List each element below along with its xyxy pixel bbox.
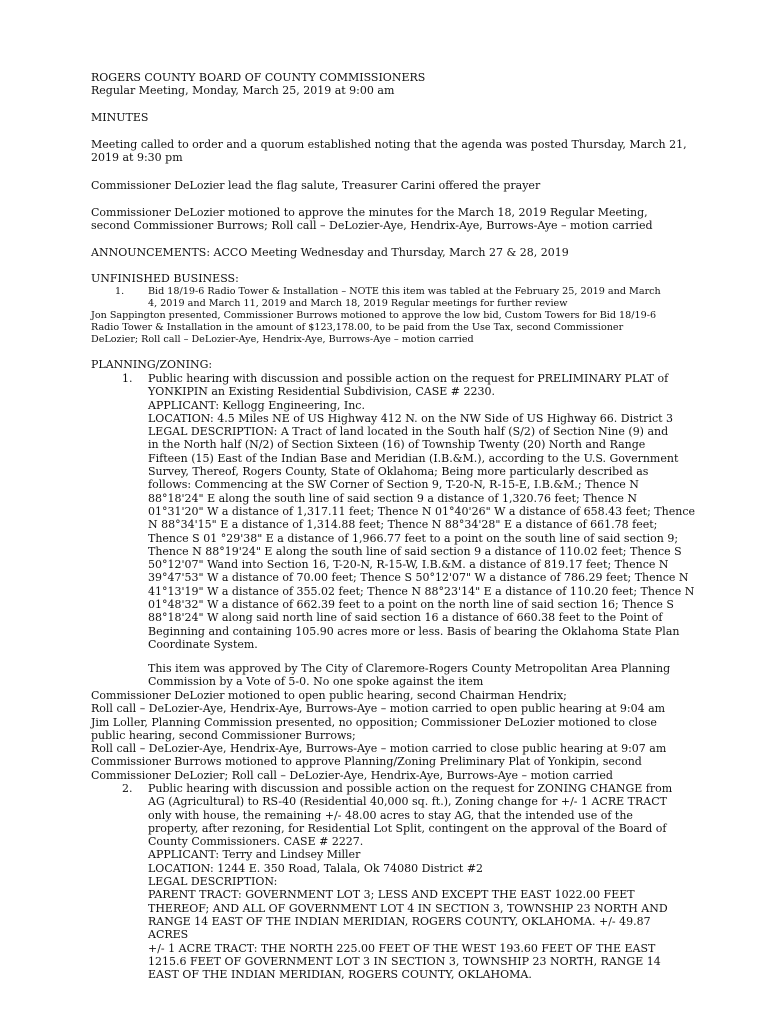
meeting-line: Regular Meeting, Monday, March 25, 2019 at 9:00 am (91, 84, 395, 98)
item2-line: County Commissioners. CASE # 2227. (148, 835, 364, 849)
unfinished-item-number: 1. (115, 286, 125, 297)
item1-followup-line: Commissioner DeLozier; Roll call – DeLozier-Aye, Hendrix-Aye, Burrows-Aye – motion carried (91, 768, 613, 782)
announcements-paragraph: ANNOUNCEMENTS: ACCO Meeting Wednesday and Thursday, March 27 & 28, 2019 (91, 246, 569, 259)
document-header (91, 71, 691, 98)
approval-line: second Commissioner Burrows; Roll call – DeLozier-Aye, Hendrix-Aye, Burrows-Aye – motion carried (91, 219, 653, 233)
item2-line: LEGAL DESCRIPTION: (148, 875, 278, 889)
unfinished-item-text (148, 286, 661, 310)
planning-item1-followup (91, 689, 691, 782)
planning-zoning-heading: PLANNING/ZONING: (91, 358, 213, 371)
item1-line: Public hearing with discussion and possible action on the request for PRELIMINARY PLAT of (148, 372, 669, 385)
unfinished-followup-line: Radio Tower & Installation in the amount of $123,178.00, to be paid from the Use Tax, second Commissioner (91, 321, 624, 333)
item1-line: Fifteen (15) East of the Indian Base and Meridian (I.B.&M.), according to the U.S. Government (148, 451, 679, 465)
item1-line: YONKIPIN an Existing Residential Subdivision, CASE # 2230. (148, 385, 495, 399)
unfinished-item-line: Bid 18/19-6 Radio Tower & Installation – NOTE this item was tabled at the February 25, 2019 and March (148, 286, 661, 297)
item2-line: PARENT TRACT: GOVERNMENT LOT 3; LESS AND EXCEPT THE EAST 1022.00 FEET (148, 888, 635, 902)
item1-line: Beginning and containing 105.90 acres more or less. Basis of bearing the Oklahoma State Plan (148, 624, 680, 638)
unfinished-business-heading: UNFINISHED BUSINESS: (91, 272, 239, 285)
opening-line: 2019 at 9:30 pm (91, 151, 183, 165)
item2-line: LOCATION: 1244 E. 350 Road, Talala, Ok 74080 District #2 (148, 861, 484, 875)
item1-line: Thence N 88°19'24" E along the south line of said section 9 a distance of 110.02 feet; Thence S (148, 544, 682, 558)
item1-line: Survey, Thereof, Rogers County, State of Oklahoma; Being more particularly described as (148, 465, 649, 479)
opening-line: Meeting called to order and a quorum established noting that the agenda was posted Thursday, March 21, (91, 138, 687, 151)
item2-line: ACRES (148, 928, 189, 942)
item2-line: 1215.6 FEET OF GOVERNMENT LOT 3 IN SECTION 3, TOWNSHIP 23 NORTH, RANGE 14 (148, 954, 661, 968)
org-title: ROGERS COUNTY BOARD OF COUNTY COMMISSIONERS (91, 71, 426, 84)
item1-line: LEGAL DESCRIPTION: A Tract of land located in the South half (S/2) of Section Nine (9) and (148, 425, 669, 439)
flag-salute-paragraph: Commissioner DeLozier lead the flag salute, Treasurer Carini offered the prayer (91, 179, 541, 192)
approval-line: Commissioner DeLozier motioned to approve the minutes for the March 18, 2019 Regular Meeting, (91, 206, 648, 219)
item1-line: 01°48'32" W a distance of 662.39 feet to a point on the north line of said section 16; Thence S (148, 598, 674, 612)
unfinished-followup-line: Jon Sappington presented, Commissioner Burrows motioned to approve the low bid, Custom Towers for Bid 18/19-6 (91, 310, 657, 321)
planning-item1-text (148, 372, 695, 651)
item1-followup-line: Jim Loller, Planning Commission presented, no opposition; Commissioner DeLozier motioned to close (91, 715, 657, 729)
opening-paragraph (91, 138, 691, 165)
item2-line: +/- 1 ACRE TRACT: THE NORTH 225.00 FEET OF THE WEST 193.60 FEET OF THE EAST (148, 941, 656, 955)
planning-item2-text (148, 782, 672, 981)
item2-line: AG (Agricultural) to RS-40 (Residential 40,000 sq. ft.), Zoning change for +/- 1 ACRE TRACT (148, 795, 667, 809)
item1-approval-line: Commission by a Vote of 5-0. No one spoke against the item (148, 675, 484, 689)
item2-line: EAST OF THE INDIAN MERIDIAN, ROGERS COUNTY, OKLAHOMA. (148, 968, 532, 982)
planning-item1-approval (148, 662, 670, 689)
unfinished-item-line: 4, 2019 and March 11, 2019 and March 18, 2019 Regular meetings for further review (148, 297, 568, 309)
minutes-heading: MINUTES (91, 111, 149, 124)
item1-line: Thence S 01 °29'38" E a distance of 1,966.77 feet to a point on the south line of said section 9; (148, 531, 679, 545)
item2-line: Public hearing with discussion and possible action on the request for ZONING CHANGE from (148, 782, 673, 795)
minutes-approval-paragraph (91, 206, 691, 233)
item1-line: APPLICANT: Kellogg Engineering, Inc. (148, 398, 365, 412)
item1-line: 88°18'24" E along the south line of said section 9 a distance of 1,320.76 feet; Thence N (148, 491, 637, 505)
item1-line: LOCATION: 4.5 Miles NE of US Highway 412 N. on the NW Side of US Highway 66. District 3 (148, 411, 674, 425)
item1-line: 41°13'19" W a distance of 355.02 feet; Thence N 88°23'14" E a distance of 110.20 feet; Thence N (148, 584, 695, 598)
item1-line: 88°18'24" W along said north line of said section 16 a distance of 660.38 feet to the Point of (148, 611, 663, 625)
item1-line: 01°31'20" W a distance of 1,317.11 feet; Thence N 01°40'26" W a distance of 658.43 feet; Thence (148, 504, 695, 518)
item2-line: THEREOF; AND ALL OF GOVERNMENT LOT 4 IN SECTION 3, TOWNSHIP 23 NORTH AND (148, 901, 668, 915)
item1-followup-line: Commissioner DeLozier motioned to open public hearing, second Chairman Hendrix; (91, 689, 567, 702)
item1-line: N 88°34'15" E a distance of 1,314.88 feet; Thence N 88°34'28" E a distance of 661.78 feet; (148, 518, 658, 532)
item1-followup-line: public hearing, second Commissioner Burrows; (91, 728, 356, 742)
item2-line: property, after rezoning, for Residential Lot Split, contingent on the approval of the Board of (148, 821, 667, 835)
item1-line: Coordinate System. (148, 637, 258, 651)
unfinished-followup-line: DeLozier; Roll call – DeLozier-Aye, Hendrix-Aye, Burrows-Aye – motion carried (91, 333, 474, 345)
item1-followup-line: Roll call – DeLozier-Aye, Hendrix-Aye, Burrows-Aye – motion carried to open public hearing at 9:04 am (91, 702, 666, 716)
item1-approval-line: This item was approved by The City of Claremore-Rogers County Metropolitan Area Planning (148, 662, 671, 675)
item2-line: RANGE 14 EAST OF THE INDIAN MERIDIAN, ROGERS COUNTY, OKLAHOMA. +/- 49.87 (148, 914, 651, 928)
item1-followup-line: Roll call – DeLozier-Aye, Hendrix-Aye, Burrows-Aye – motion carried to close public hearing at 9:07 am (91, 742, 667, 756)
item2-line: APPLICANT: Terry and Lindsey Miller (148, 848, 361, 862)
item1-line: 39°47'53" W a distance of 70.00 feet; Thence S 50°12'07" W a distance of 786.29 feet; Thence N (148, 571, 689, 585)
item1-line: follows: Commencing at the SW Corner of Section 9, T-20-N, R-15-E, I.B.&M.; Thence N (148, 478, 639, 492)
item2-line: only with house, the remaining +/- 48.00 acres to stay AG, that the intended use of the (148, 808, 633, 822)
planning-item1-number: 1. (122, 372, 133, 385)
planning-item2-number: 2. (122, 782, 133, 795)
item1-line: in the North half (N/2) of Section Sixteen (16) of Township Twenty (20) North and Range (148, 438, 646, 452)
unfinished-followup (91, 310, 691, 345)
item1-followup-line: Commissioner Burrows motioned to approve Planning/Zoning Preliminary Plat of Yonkipin, second (91, 755, 642, 769)
item1-line: 50°12'07" Wand into Section 16, T-20-N, R-15-W, I.B.&M. a distance of 819.17 feet; Thence N (148, 558, 669, 572)
